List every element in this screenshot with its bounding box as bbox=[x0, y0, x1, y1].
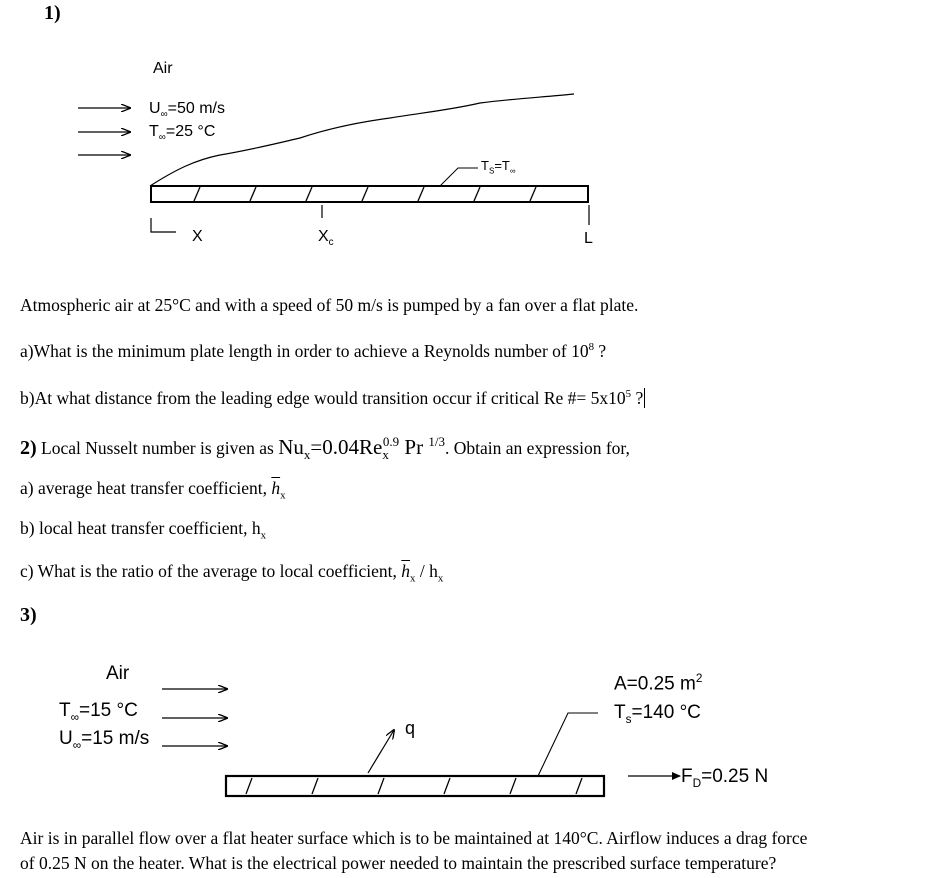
vel3-value: =15 m/s bbox=[81, 728, 150, 749]
area-text: A=0.25 m bbox=[614, 673, 696, 695]
ts3-subscript: s bbox=[625, 712, 632, 726]
eq-re: =0.04Re bbox=[310, 435, 383, 459]
drag-value: =0.25 N bbox=[701, 766, 769, 787]
heat-flux-arrow bbox=[368, 730, 394, 773]
problem-2-outro: . Obtain an expression for, bbox=[444, 438, 630, 458]
temperature-label-3 bbox=[59, 700, 138, 724]
ts-subscript: S bbox=[488, 166, 495, 176]
ratio-h-bar: $\overline{h}$ bbox=[401, 561, 411, 581]
problem-2-part-c-text: c) What is the ratio of the average to local coefficient, bbox=[20, 561, 402, 581]
drag-force-label bbox=[681, 766, 768, 790]
problem-2-part-c bbox=[20, 561, 443, 585]
eq-pr: Pr bbox=[399, 435, 429, 459]
temp3-value: =15 °C bbox=[79, 700, 138, 721]
ts-symbol: T bbox=[481, 158, 489, 173]
x-origin-bracket bbox=[151, 218, 176, 232]
area-exponent: 2 bbox=[695, 672, 703, 685]
problem-1-part-a bbox=[20, 341, 606, 362]
l-label: L bbox=[584, 230, 593, 247]
problem-2-part-a bbox=[20, 478, 286, 502]
velocity-value: =50 m/s bbox=[167, 100, 225, 117]
temperature-value: =25 °C bbox=[165, 123, 216, 140]
temp3-symbol: T bbox=[59, 700, 71, 721]
problem-2-intro bbox=[20, 434, 630, 463]
xc-label bbox=[318, 228, 334, 248]
problem-3-number: 3) bbox=[20, 604, 37, 626]
temperature-subscript: ∞ bbox=[158, 132, 166, 144]
nusselt-equation bbox=[278, 434, 445, 463]
vel3-subscript: ∞ bbox=[72, 738, 82, 752]
drag-subscript: D bbox=[692, 776, 702, 790]
eq-pr-exponent: 1/3 bbox=[428, 434, 445, 449]
ratio-h-bar-subscript: x bbox=[410, 572, 416, 585]
ratio-h-subscript: x bbox=[437, 572, 444, 585]
temp3-subscript: ∞ bbox=[70, 710, 79, 724]
problem-2-part-b bbox=[20, 518, 266, 542]
h-subscript: x bbox=[260, 529, 267, 542]
part-a-text: a)What is the minimum plate length in order to achieve a Reynolds number of 10 bbox=[20, 341, 589, 361]
problem-3-statement-line-1: Air is in parallel flow over a flat heater surface which is to be maintained at 140°C. Airflow induces a drag force bbox=[20, 828, 808, 848]
problem-3-statement-line-2: of 0.25 N on the heater. What is the electrical power needed to maintain the prescribed surface temperature? bbox=[20, 853, 777, 873]
area-label bbox=[614, 672, 702, 695]
problem-2-intro-text: Local Nusselt number is given as bbox=[36, 438, 279, 458]
ratio-separator: / h bbox=[415, 561, 438, 581]
part-b-text: b)At what distance from the leading edge would transition occur if critical Re #= 5x10 bbox=[20, 388, 626, 408]
eq-nu: Nu bbox=[278, 435, 304, 459]
temperature-label-1 bbox=[149, 123, 215, 143]
x-label: X bbox=[192, 228, 203, 245]
ts-equals: =T bbox=[494, 158, 510, 173]
part-a-exponent: 8 bbox=[588, 341, 595, 354]
text-cursor bbox=[644, 388, 645, 408]
surface-temperature-label-1 bbox=[481, 158, 516, 176]
part-a-suffix: ? bbox=[594, 341, 607, 361]
problem-1-number: 1) bbox=[44, 2, 61, 24]
eq-nu-subscript: x bbox=[303, 447, 311, 463]
heat-flux-label: q bbox=[405, 718, 416, 738]
air-label-3: Air bbox=[106, 663, 130, 684]
ts3-value: =140 °C bbox=[631, 702, 701, 723]
problem-2-part-b-text: b) local heat transfer coefficient, h bbox=[20, 518, 261, 538]
surface-temperature-label-3 bbox=[614, 702, 701, 726]
velocity-subscript: ∞ bbox=[160, 109, 168, 121]
problem-2-number: 2) bbox=[20, 437, 37, 459]
xc-subscript: c bbox=[328, 237, 334, 249]
ts3-symbol: T bbox=[614, 702, 626, 723]
vel3-symbol: U bbox=[59, 728, 73, 749]
air-label-1: Air bbox=[153, 60, 173, 77]
eq-re-subscript: x bbox=[382, 447, 389, 463]
part-b-suffix: ? bbox=[631, 388, 644, 408]
velocity-symbol: U bbox=[149, 100, 161, 117]
xc-symbol: X bbox=[318, 228, 329, 245]
surface-leader-line bbox=[440, 168, 478, 186]
velocity-label-1 bbox=[149, 100, 225, 120]
flat-plate-1 bbox=[151, 186, 588, 202]
heater-leader-line bbox=[538, 713, 598, 776]
heater-plate bbox=[226, 776, 604, 796]
velocity-label-3 bbox=[59, 728, 149, 752]
temperature-symbol: T bbox=[149, 123, 159, 140]
h-bar-symbol: $\overline{h}$ bbox=[271, 478, 281, 498]
problem-1-statement: Atmospheric air at 25°C and with a speed of 50 m/s is pumped by a fan over a flat plate. bbox=[20, 295, 639, 315]
part-b-exponent: 5 bbox=[625, 388, 632, 401]
h-bar-subscript: x bbox=[280, 489, 286, 502]
tinf-subscript: ∞ bbox=[509, 166, 516, 176]
eq-re-exponent: 0.9 bbox=[382, 434, 400, 449]
problem-1-part-b bbox=[20, 388, 645, 409]
problem-2-part-a-text: a) average heat transfer coefficient, bbox=[20, 478, 272, 498]
drag-symbol: F bbox=[681, 766, 693, 787]
